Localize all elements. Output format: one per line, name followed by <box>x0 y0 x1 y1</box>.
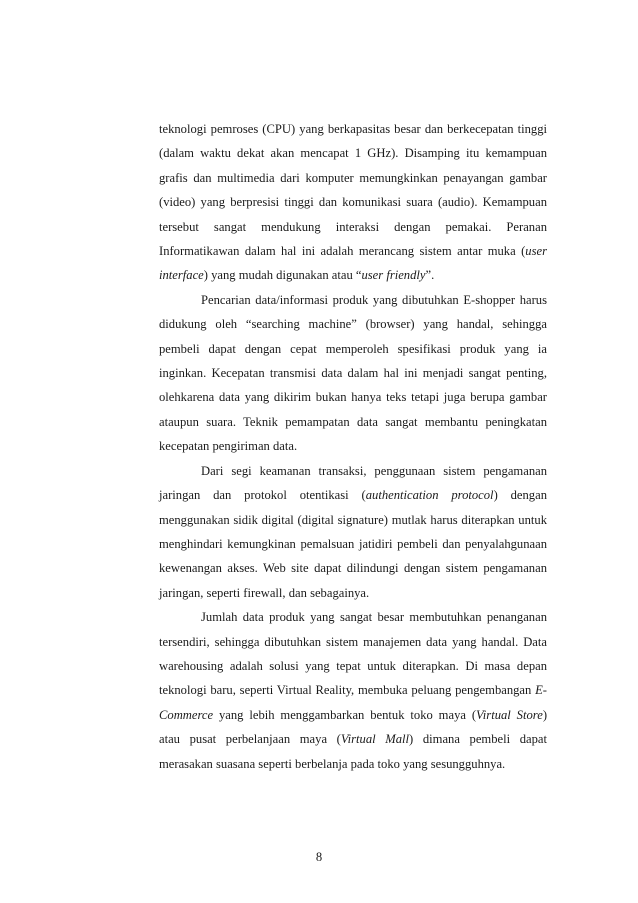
document-body <box>159 117 547 776</box>
text-run: yang lebih menggambarkan bentuk toko maya ( <box>213 707 477 722</box>
italic-text: user interface <box>159 244 547 283</box>
italic-text: E-Commerce <box>159 683 547 722</box>
text-run: ”. <box>425 268 435 283</box>
paragraph <box>159 605 547 776</box>
italic-text: user friendly <box>361 268 426 283</box>
text-run: ) atau pusat perbelanjaan maya ( <box>159 707 548 747</box>
italic-text: Virtual Mall <box>340 732 410 747</box>
italic-text: authentication protocol <box>365 488 494 503</box>
text-run: ) dengan menggunakan sidik digital (digital signature) mutlak harus diterapkan untuk menghindari kemungkinan pemalsuan jatidiri pembeli dan penyalahgunaan kewenangan akses. Web site dapat dilindungi dengan sistem pengamanan jaringan, seperti firewall, dan sebagainya. <box>159 488 547 600</box>
text-run: teknologi pemroses (CPU) yang berkapasitas besar dan berkecepatan tinggi (dalam waktu dekat akan mencapat 1 GHz). Disamping itu kemampuan grafis dan multimedia dari komputer memungkinkan penayangan gambar (video) yang berpresisi tinggi dan komunikasi suara (audio). Kemampuan tersebut sangat mendukung interaksi dengan pemakai. Peranan Informatikawan dalam hal ini adalah merancang sistem antar muka ( <box>159 122 547 259</box>
page-number: 8 <box>315 850 323 864</box>
paragraph <box>159 459 547 605</box>
paragraph <box>159 288 547 459</box>
text-run: Jumlah data produk yang sangat besar membutuhkan penanganan tersendiri, sehingga dibutuhkan sistem manajemen data yang handal. Data warehousing adalah solusi yang tepat untuk diterapkan. Di masa depan teknologi baru, seperti Virtual Reality, membuka peluang pengembangan <box>159 610 547 698</box>
paragraph <box>159 117 547 288</box>
italic-text: Virtual Store <box>476 707 543 722</box>
text-run: Pencarian data/informasi produk yang dibutuhkan E-shopper harus didukung oleh “searching machine” (browser) yang handal, sehingga pembeli dapat dengan cepat memperoleh spesifikasi produk yang ia inginkan. Kecepatan transmisi data dalam hal ini menjadi sangat penting, olehkarena data yang dikirim bukan hanya teks tetapi juga berupa gambar ataupun suara. Teknik pemampatan data sangat membantu peningkatan kecepatan pengiriman data. <box>159 292 547 454</box>
text-run: ) yang mudah digunakan atau “ <box>203 268 362 283</box>
text-run: Dari segi keamanan transaksi, penggunaan sistem pengamanan jaringan dan protokol otentikasi ( <box>159 463 547 503</box>
text-run: ) dimana pembeli dapat merasakan suasana seperti berbelanja pada toko yang sesungguhnya. <box>159 732 548 771</box>
